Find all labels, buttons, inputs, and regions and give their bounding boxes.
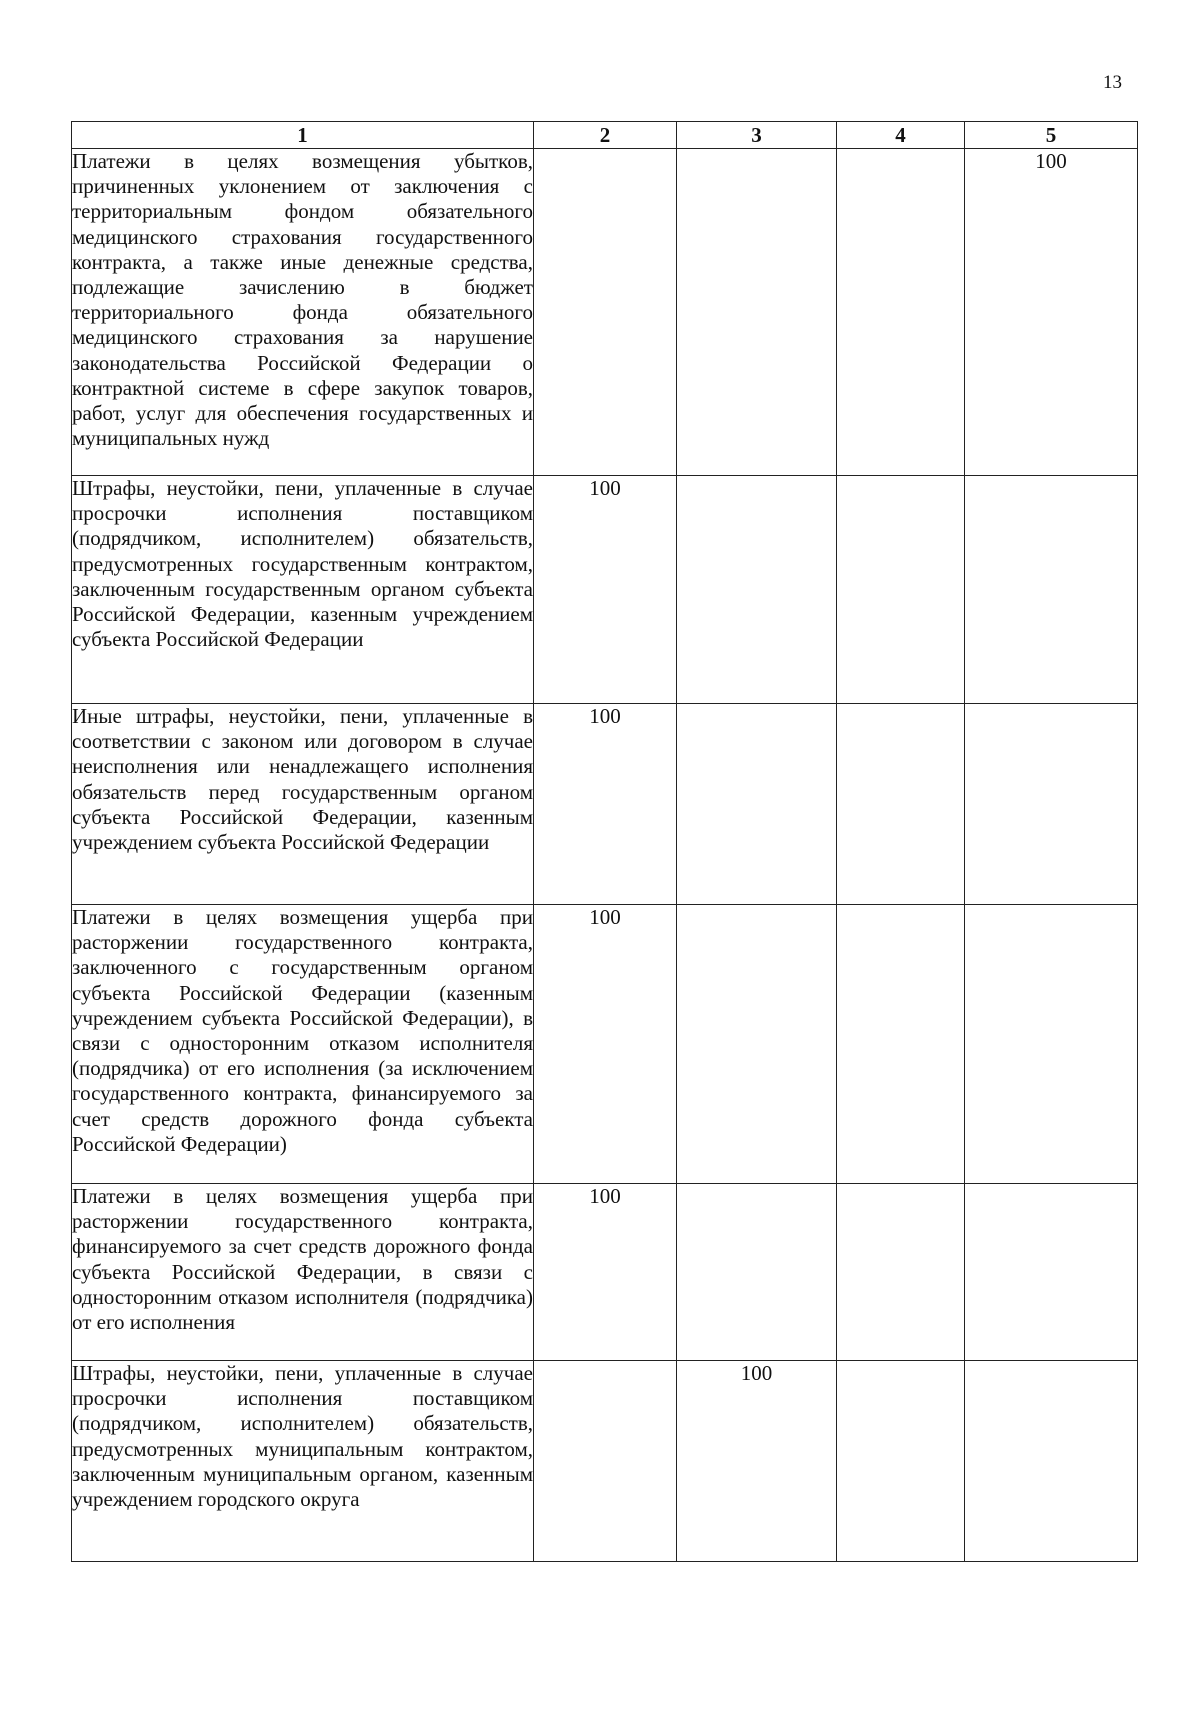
row-value-col5 xyxy=(965,905,1138,1184)
row-value-col2: 100 xyxy=(534,1184,677,1361)
column-header-2: 2 xyxy=(534,122,677,149)
row-value-col2: 100 xyxy=(534,476,677,704)
row-value-col5 xyxy=(965,476,1138,704)
row-value-col4 xyxy=(837,905,965,1184)
row-value-col2: 100 xyxy=(534,905,677,1184)
table-row xyxy=(72,1184,1138,1361)
row-value-col3 xyxy=(677,149,837,476)
row-value-col2 xyxy=(534,1361,677,1562)
row-value-col3 xyxy=(677,476,837,704)
row-value-col3 xyxy=(677,905,837,1184)
table-row xyxy=(72,476,1138,704)
row-value-col5 xyxy=(965,704,1138,905)
row-value-col3 xyxy=(677,1184,837,1361)
table-row xyxy=(72,905,1138,1184)
row-description: Иные штрафы, неустойки, пени, уплаченные в соответствии с законом или договором в случае неисполнения или ненадлежащего исполнения обязательств перед государственным органом субъекта Российской Федерации, казенным учреждением субъекта Российской Федерации xyxy=(72,704,534,905)
table-row xyxy=(72,704,1138,905)
row-value-col2 xyxy=(534,149,677,476)
row-value-col2: 100 xyxy=(534,704,677,905)
row-description: Платежи в целях возмещения убытков, причиненных уклонением от заключения с территориальным фондом обязательного медицинского страхования государственного контракта, а также иные денежные средства, подлежащие зачислению в бюджет территориального фонда обязательного медицинского страхования за нарушение законодательства Российской Федерации о контрактной системе в сфере закупок товаров, работ, услуг для обеспечения государственных и муниципальных нужд xyxy=(72,149,534,476)
column-header-3: 3 xyxy=(677,122,837,149)
column-header-4: 4 xyxy=(837,122,965,149)
row-value-col4 xyxy=(837,1184,965,1361)
column-header-1: 1 xyxy=(72,122,534,149)
table-row xyxy=(72,149,1138,476)
row-value-col4 xyxy=(837,704,965,905)
table-row xyxy=(72,1361,1138,1562)
row-description: Штрафы, неустойки, пени, уплаченные в случае просрочки исполнения поставщиком (подрядчиком, исполнителем) обязательств, предусмотренных муниципальным контрактом, заключенным муниципальным органом, казенным учреждением городского округа xyxy=(72,1361,534,1562)
row-value-col5 xyxy=(965,1361,1138,1562)
row-description: Платежи в целях возмещения ущерба при расторжении государственного контракта, финансируемого за счет средств дорожного фонда субъекта Российской Федерации, в связи с односторонним отказом исполнителя (подрядчика) от его исполнения xyxy=(72,1184,534,1361)
revenue-distribution-table xyxy=(71,121,1138,1562)
row-value-col4 xyxy=(837,149,965,476)
column-header-5: 5 xyxy=(965,122,1138,149)
row-description: Платежи в целях возмещения ущерба при расторжении государственного контракта, заключенного с государственным органом субъекта Российской Федерации (казенным учреждением субъекта Российской Федерации), в связи с односторонним отказом исполнителя (подрядчика) от его исполнения (за исключением государственного контракта, финансируемого за счет средств дорожного фонда субъекта Российской Федерации) xyxy=(72,905,534,1184)
row-value-col3 xyxy=(677,704,837,905)
table-header-row xyxy=(72,122,1138,149)
row-description: Штрафы, неустойки, пени, уплаченные в случае просрочки исполнения поставщиком (подрядчиком, исполнителем) обязательств, предусмотренных государственным контрактом, заключенным государственным органом субъекта Российской Федерации, казенным учреждением субъекта Российской Федерации xyxy=(72,476,534,704)
row-value-col4 xyxy=(837,1361,965,1562)
row-value-col5: 100 xyxy=(965,149,1138,476)
page-number: 13 xyxy=(1103,72,1122,93)
row-value-col3: 100 xyxy=(677,1361,837,1562)
row-value-col4 xyxy=(837,476,965,704)
row-value-col5 xyxy=(965,1184,1138,1361)
